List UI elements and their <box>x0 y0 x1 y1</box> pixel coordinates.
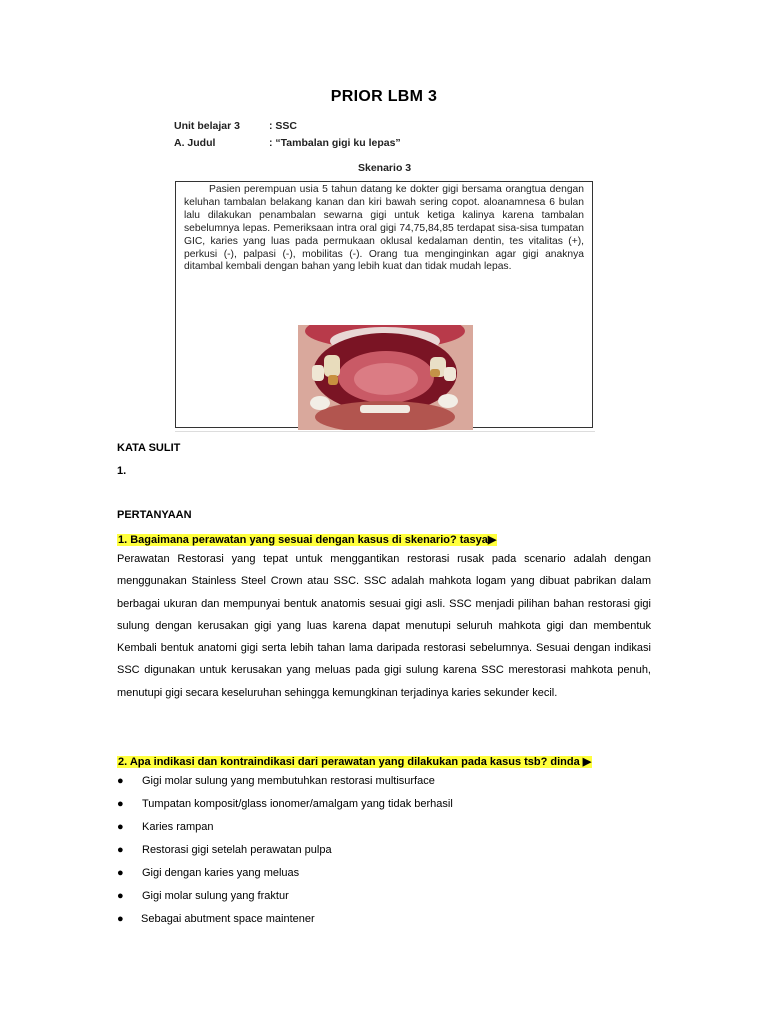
kata-sulit-heading: KATA SULIT <box>117 442 181 454</box>
list-item-text: Karies rampan <box>142 821 214 833</box>
bullet-icon: ● <box>117 890 124 902</box>
list-item <box>117 841 657 864</box>
intraoral-photo <box>298 325 473 430</box>
question-2: 2. Apa indikasi dan kontraindikasi dari perawatan yang dilakukan pada kasus tsb? dinda ▶ <box>118 756 592 768</box>
scenario-text <box>184 184 584 274</box>
list-item-text: Gigi molar sulung yang membutuhkan restorasi multisurface <box>142 775 435 787</box>
list-item <box>117 772 657 795</box>
list-item-text: Restorasi gigi setelah perawatan pulpa <box>142 844 332 856</box>
bullet-icon: ● <box>117 844 124 856</box>
page-title: PRIOR LBM 3 <box>330 88 438 105</box>
list-item <box>117 864 657 887</box>
list-item <box>117 818 657 841</box>
scenario-paragraph: Pasien perempuan usia 5 tahun datang ke dokter gigi bersama orangtua dengan keluhan tambalan belakang kanan dan kiri bawah sering copot. aloanamnesa 6 bulan lalu dilakukan penambalan sewarna gigi untuk ketiga kalinya karena tambalan sebelumnya lepas. Pemeriksaan intra oral gigi 74,75,84,85 terdapat sisa-sisa tumpatan GIC, karies yang luas pada permukaan oklusal kedalaman dentin, tes vitalitas (+), perkusi (-), palpasi (-), mobilitas (-). Orang tua menginginkan agar gigi anaknya ditambal kembali dengan bahan yang lebih kuat dan tidak mudah lepas. <box>184 184 584 273</box>
judul-label: A. Judul <box>174 137 216 149</box>
unit-value: : SSC <box>269 120 298 132</box>
bullet-icon: ● <box>117 913 124 925</box>
answer-1 <box>117 548 651 704</box>
scenario-heading: Skenario 3 <box>358 162 412 174</box>
list-item-text: Sebagai abutment space maintener <box>141 913 315 925</box>
list-item-text: Tumpatan komposit/glass ionomer/amalgam yang tidak berhasil <box>142 798 453 810</box>
list-item-text: Gigi dengan karies yang meluas <box>142 867 300 879</box>
list-item <box>117 887 657 910</box>
bullet-icon: ● <box>117 798 124 810</box>
indikasi-list <box>117 772 657 933</box>
list-item <box>117 910 657 933</box>
bullet-icon: ● <box>117 821 124 833</box>
unit-label: Unit belajar 3 <box>174 120 240 132</box>
kata-sulit-item: 1. <box>117 465 127 477</box>
question-1: 1. Bagaimana perawatan yang sesuai dengan kasus di skenario? tasya▶ <box>118 534 497 546</box>
judul-value: : “Tambalan gigi ku lepas” <box>269 137 401 149</box>
list-item <box>117 795 657 818</box>
bullet-icon: ● <box>117 867 124 879</box>
answer-1-text: Perawatan Restorasi yang tepat untuk menggantikan restorasi rusak pada scenario adalah dengan menggunakan Stainless Steel Crown atau SSC. SSC adalah mahkota logam yang dibuat pabrikan dalam berbagai ukuran dan mempunyai bentuk anatomis sesuai gigi asli. SSC menjadi pilihan bahan restorasi gigi sulung dengan kerusakan gigi yang luas karena dapat menutupi seluruh mahkota gigi dan membentuk Kembali bentuk anatomi gigi serta lebih tahan lama daripada restorasi sebelumnya. Sesuai dengan indikasi SSC digunakan untuk kerusakan yang meluas pada gigi sulung karena SSC merestorasi mahkota penuh, menutupi gigi secara keseluruhan sehingga kemungkinan terjadinya karies sekunder kecil. <box>117 553 651 699</box>
bullet-icon: ● <box>117 775 124 787</box>
list-item-text: Gigi molar sulung yang fraktur <box>142 890 289 902</box>
divider <box>175 431 595 432</box>
pertanyaan-heading: PERTANYAAN <box>117 509 192 521</box>
